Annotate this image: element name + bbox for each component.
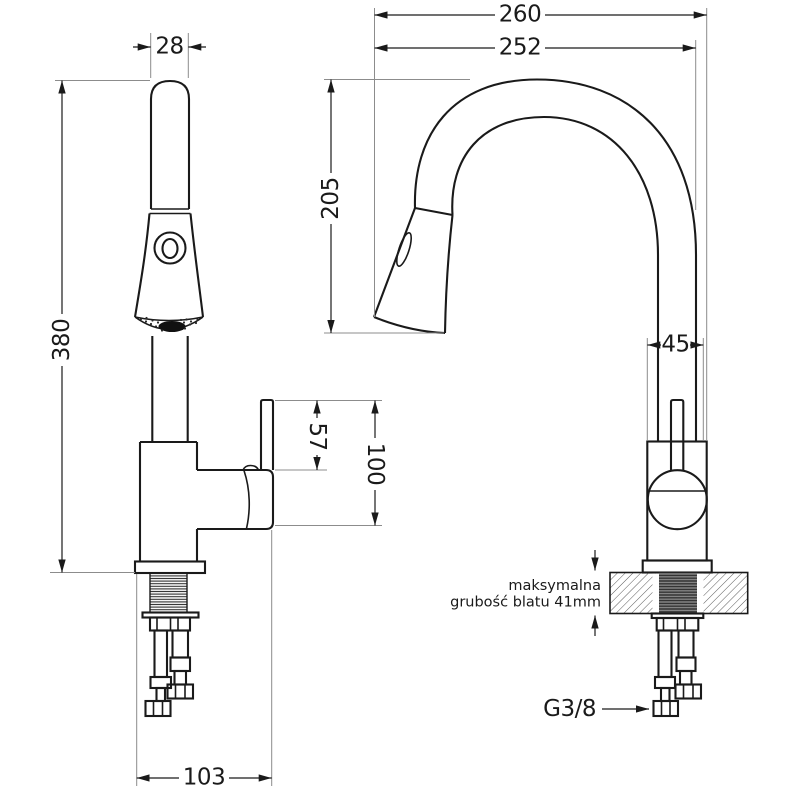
dim-total-height [49, 81, 150, 573]
spray-head-tube [151, 81, 189, 209]
threaded-stem-front [150, 573, 187, 613]
supply-stud-front [146, 631, 172, 717]
dim-label-28: 28 [155, 33, 184, 60]
handle-cartridge [236, 470, 273, 529]
note-line-1: maksymalna [508, 578, 601, 594]
supply-hose-side [676, 631, 702, 699]
faucet-body-front [140, 442, 236, 562]
handle-lever-side [671, 400, 683, 470]
dim-body-width [647, 332, 703, 441]
front-view [50, 81, 273, 716]
side-view [374, 80, 748, 717]
dim-handle-height [275, 401, 388, 526]
dim-spout-reach-total [375, 2, 707, 442]
spray-head-side [374, 208, 453, 333]
spout-pipe [152, 336, 187, 442]
base-flange-front [135, 562, 205, 574]
dim-label-260: 260 [498, 1, 542, 28]
countertop-thickness-note [450, 550, 601, 636]
dim-head-width [133, 33, 206, 78]
dim-label-100: 100 [362, 442, 388, 486]
dim-label-380: 380 [49, 318, 75, 362]
dim-spout-reach [375, 35, 696, 211]
dim-label-57: 57 [304, 422, 330, 451]
dim-label-103: 103 [182, 764, 226, 791]
dim-label-45: 45 [661, 331, 690, 358]
spray-head-cone [135, 214, 203, 318]
thread-size-annotation [543, 696, 649, 722]
threaded-stem-side [659, 573, 697, 614]
spray-button-inner [163, 239, 178, 258]
thread-size-label: G3/8 [543, 696, 596, 722]
mounting-block-side-facets [664, 618, 686, 631]
faucet-body-side [647, 442, 706, 561]
spray-button-side [394, 231, 414, 267]
cartridge-seam [243, 466, 259, 529]
dim-label-252: 252 [498, 34, 542, 61]
spout-arc-outer [415, 80, 696, 442]
supply-stud-side [654, 631, 679, 717]
base-flange-side [643, 561, 712, 573]
spray-head-collar [150, 209, 191, 214]
spout-arc-inner [452, 117, 658, 442]
handle-lever-front [261, 400, 273, 470]
note-line-2: grubość blatu 41mm [450, 594, 601, 611]
mounting-block-facets [157, 618, 178, 631]
ball-joint [648, 470, 707, 529]
dim-label-205: 205 [318, 177, 344, 220]
